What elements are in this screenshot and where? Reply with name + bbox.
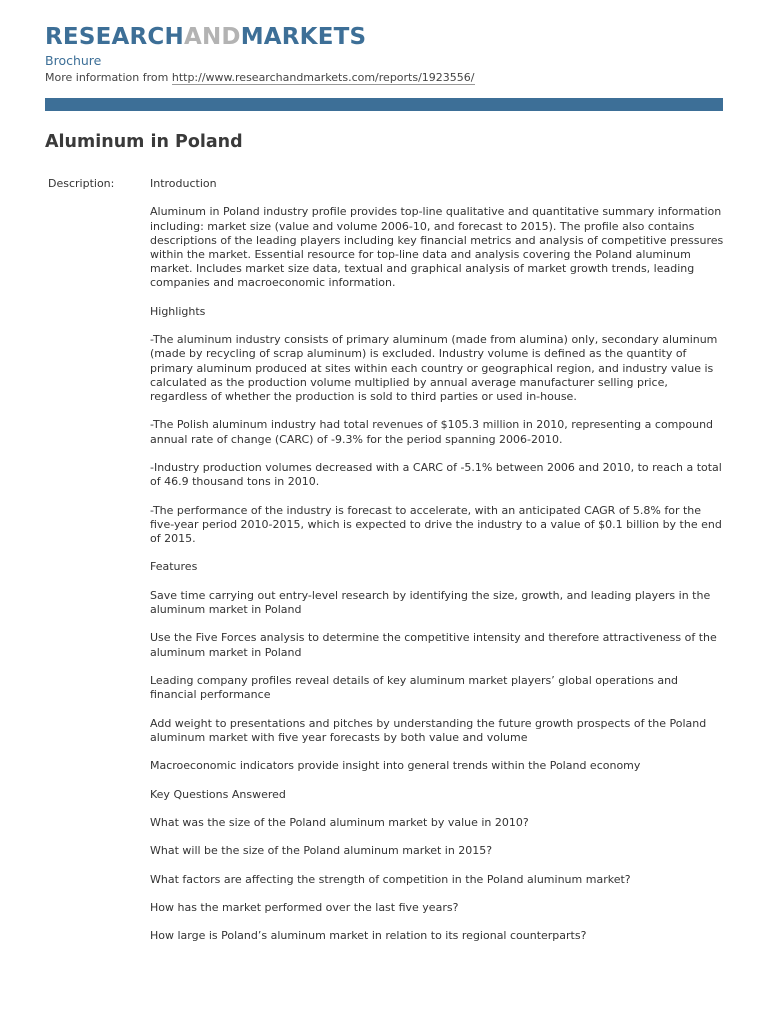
paragraph: -The aluminum industry consists of primary aluminum (made from alumina) only, secondary aluminum (made by recycling of scrap aluminum) is excluded. Industry volume is defined as the quantity of primary aluminum produced at sites within each country or geographical region, and industry value is calculated as the production volume multiplied by annual average manufacturer selling price, regardless of whether the production is sold to third parties or used in-house.	[150, 333, 718, 403]
paragraph: Features	[150, 560, 198, 574]
logo-markets-text: MARKETS	[240, 24, 367, 50]
description-label: Description:	[48, 177, 115, 190]
paragraph: What factors are affecting the strength of competition in the Poland aluminum market?	[150, 872, 631, 886]
page-title: Aluminum in Poland	[45, 132, 243, 152]
header-divider-bar	[45, 98, 723, 111]
paragraph: Use the Five Forces analysis to determine the competitive intensity and therefore attractiveness of the aluminum market in Poland	[150, 631, 717, 659]
paragraph: Save time carrying out entry-level research by identifying the size, growth, and leading players in the aluminum market in Poland	[150, 588, 711, 616]
paragraph: Leading company profiles reveal details of key aluminum market players’ global operations and financial performance	[150, 673, 679, 702]
more-info-line	[45, 70, 475, 85]
paragraph: -The performance of the industry is forecast to accelerate, with an anticipated CAGR of 5.8% for the five-year period 2010-2015, which is expected to drive the industry to a value of $0.1 billion by the end of 2015.	[150, 503, 722, 545]
brochure-label: Brochure	[45, 53, 102, 68]
paragraph: What was the size of the Poland aluminum market by value in 2010?	[150, 815, 529, 829]
paragraph: Macroeconomic indicators provide insight into general trends within the Poland economy	[150, 759, 641, 773]
paragraph: Key Questions Answered	[150, 787, 286, 801]
report-url-link[interactable]: http://www.researchandmarkets.com/reports/1923556/	[171, 71, 475, 84]
paragraph: How large is Poland’s aluminum market in relation to its regional counterparts?	[150, 929, 587, 943]
description-body	[150, 177, 725, 958]
paragraph: Introduction	[150, 177, 217, 190]
more-info-prefix: More information from	[45, 71, 172, 84]
paragraph: Add weight to presentations and pitches by understanding the future growth prospects of the Poland aluminum market with five year forecasts by both value and volume	[150, 716, 707, 744]
paragraph: Aluminum in Poland industry profile provides top-line qualitative and quantitative summary information including: market size (value and volume 2006-10, and forecast to 2015). The profile also contains descriptions of the leading players including key financial metrics and analysis of competitive pressures within the market. Essential resource for top-line data and analysis covering the Poland aluminum market. Includes market size data, textual and graphical analysis of market growth trends, leading companies and macroeconomic information.	[150, 205, 724, 290]
paragraph: How has the market performed over the last five years?	[150, 901, 459, 915]
paragraph: -Industry production volumes decreased with a CARC of -5.1% between 2006 and 2010, to reach a total of 46.9 thousand tons in 2010.	[150, 460, 722, 489]
paragraph: What will be the size of the Poland aluminum market in 2015?	[150, 844, 493, 858]
paragraph: -The Polish aluminum industry had total revenues of $105.3 million in 2010, representing a compound annual rate of change (CARC) of -9.3% for the period spanning 2006-2010.	[150, 418, 714, 446]
brand-logo	[45, 22, 366, 52]
paragraph: Highlights	[150, 304, 206, 318]
logo-research-text: RESEARCH	[45, 24, 184, 50]
logo-and-text: AND	[183, 24, 241, 50]
